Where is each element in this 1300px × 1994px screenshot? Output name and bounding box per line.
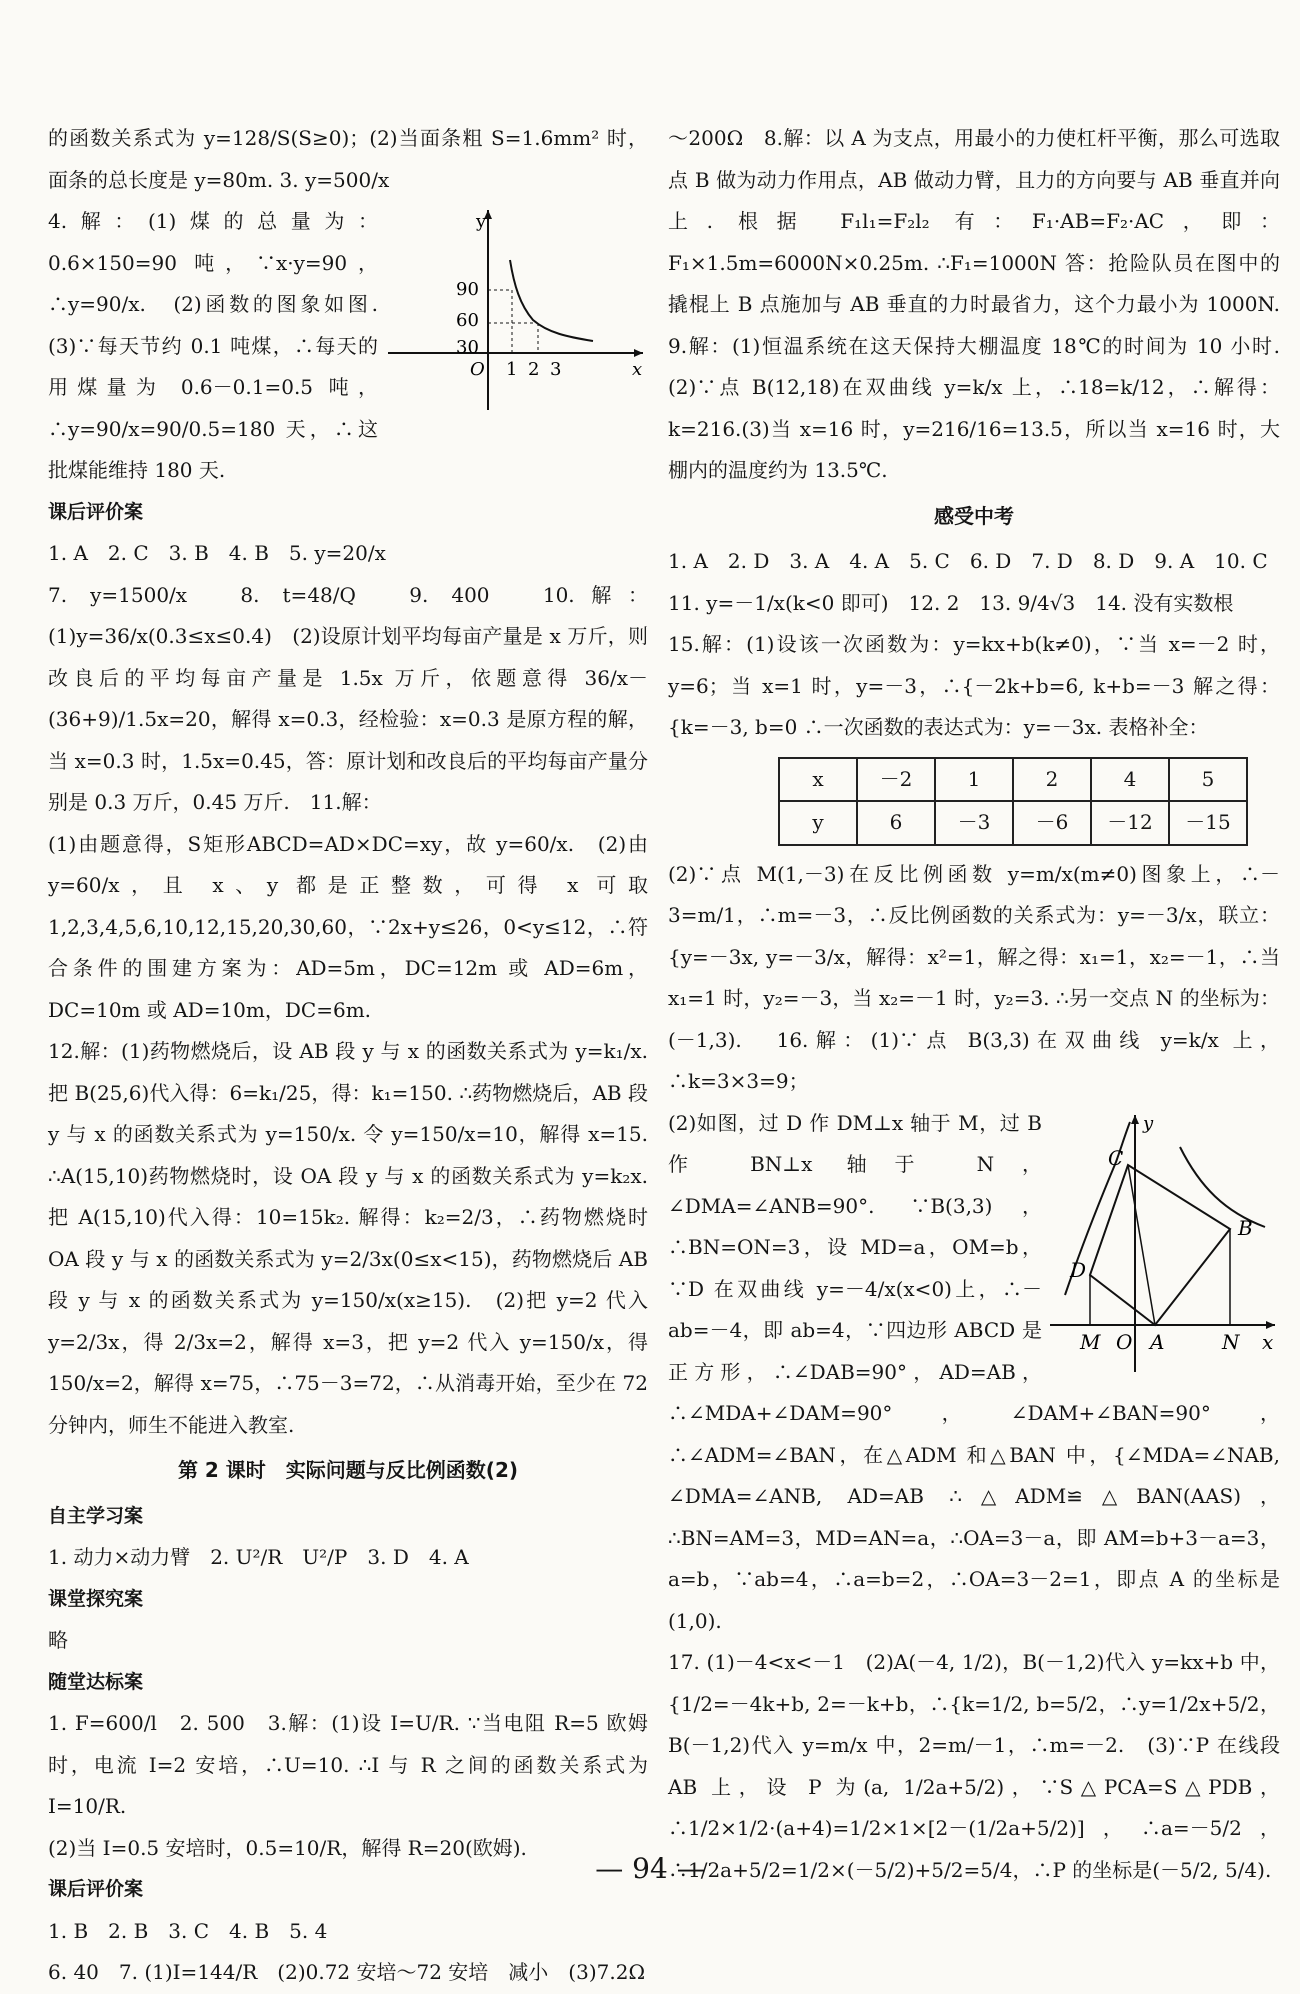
table-cell: －3: [935, 801, 1013, 845]
fig-label: C: [1108, 1145, 1124, 1170]
origin-label: O: [470, 359, 485, 380]
lesson-title: 第 2 课时 实际问题与反比例函数(2): [177, 1458, 519, 1482]
fig-label: D: [1070, 1257, 1087, 1282]
answer-text: 1. A 2. D 3. A 4. A 5. C 6. D 7. D 8. D 9. A 10. C: [668, 549, 1268, 573]
answer-text: 1. A 2. C 3. B 4. B 5. y=20/x: [48, 541, 386, 565]
answer-text: (2)∵点 M(1,－3)在反比例函数 y=m/x(m≠0)图象上，∴－3=m/1，∴m=－3，∴反比例函数的关系式为：y=－3/x，联立：{y=－3x, y=－3/x，解得：x²=1，解之得：x₁=1，x₂=－1，∴当 x₁=1 时，y₂=－3，当 x₂=－1 时，y₂=3. ∴另一交点 N 的坐标为：(－1,3). 16.解：(1)∵点 B(3,3)在双曲线 y=k/x 上，∴k=3×3=9；: [668, 861, 1280, 1093]
right-column: [668, 118, 1300, 1891]
answer-text: 12.解：(1)药物燃烧后，设 AB 段 y 与 x 的函数关系式为 y=k₁/x. 把 B(25,6)代入得：6=k₁/25，得：k₁=150. ∴药物燃烧后，AB 段 y 与 x 的函数关系式为 y=150/x. 令 y=150/x=10，解得 x=15. ∴A(15,10)药物燃烧时，设 OA 段 y 与 x 的函数关系式为 y=k₂x. 把 A(15,10)代入得：10=15k₂. 解得：k₂=2/3，∴药物燃烧时 OA 段 y 与 x 的函数关系式为 y=2/3x(0≤x<15)，药物燃烧后 AB 段 y 与 x 的函数关系式为 y=150/x(x≥15). (2)把 y=2 代入 y=2/3x，得 2/3x=2，解得 x=3，把 y=2 代入 y=150/x，得 150/x=2，解得 x=75，∴75－3=72，∴从消毒开始，至少在 72 分钟内，师生不能进入教室.: [48, 1039, 648, 1437]
x-tick: 2: [528, 359, 540, 380]
table-cell: 5: [1169, 758, 1247, 802]
table-cell: 6: [857, 801, 935, 845]
section-heading: 自主学习案: [48, 1504, 144, 1527]
y-tick: 90: [456, 279, 479, 300]
section-heading: 随堂达标案: [48, 1670, 144, 1693]
left-column: [48, 118, 648, 1994]
answer-text: 的函数关系式为 y=128/S(S≥0)；(2)当面条粗 S=1.6mm² 时，面条的总长度是 y=80m. 3. y=500/x: [48, 126, 648, 192]
answer-text: 6. 40 7. (1)I=144/R (2)0.72 安培～72 安培 减小 (3)7.2Ω: [48, 1960, 646, 1984]
table-row: [779, 758, 1247, 802]
x-tick: 3: [550, 359, 562, 380]
answer-text: 4.解：(1)煤的总量为：0.6×150=90 吨，∵x·y=90，∴y=90/x. (2)函数的图象如图. (3)∵每天节约 0.1 吨煤，∴每天的用煤量为 0.6－0.1=0.5 吨，∴y=90/x=90/0.5=180 天，∴这批煤能维持 180 天.: [48, 209, 398, 482]
answer-text: 1. F=600/l 2. 500 3.解：(1)设 I=U/R. ∵当电阻 R=5 欧姆时，电流 I=2 安培，∴U=10. ∴I 与 R 之间的函数关系式为 I=10/R.: [48, 1711, 648, 1818]
fig-label: O: [1116, 1329, 1133, 1354]
right-branch: [1180, 1147, 1265, 1227]
table-cell: －2: [857, 758, 935, 802]
x-axis-arrow: [634, 349, 643, 357]
answer-text: (1)由题意得，S矩形ABCD=AD×DC=xy，故 y=60/x. (2)由 y=60/x，且 x、y 都是正整数，可得 x 可取 1,2,3,4,5,6,10,12,15,20,30,60，∵2x+y≤26，0<y≤12，∴符合条件的围建方案为：AD=5m，DC=12m 或 AD=6m，DC=10m 或 AD=10m，DC=6m.: [48, 831, 648, 1022]
diagonal-ca: [1128, 1165, 1155, 1325]
table-cell: －15: [1169, 801, 1247, 845]
fig-label: N: [1222, 1329, 1240, 1354]
y-tick: 60: [456, 310, 479, 331]
table-cell: 1: [935, 758, 1013, 802]
square-hyperbola-figure: [1050, 1107, 1280, 1377]
section-heading: 课后评价案: [48, 1878, 144, 1900]
hyperbola-curve: [510, 260, 593, 341]
table-cell: 4: [1091, 758, 1169, 802]
x-axis-arrow: [1266, 1321, 1275, 1329]
answer-text: ～200Ω 8.解：以 A 为支点，用最小的力使杠杆平衡，那么可选取点 B 做为动力作用点，AB 做动力臂，且力的方向要与 AB 垂直并向上. 根据 F₁l₁=F₂l₂ 有：F₁·AB=F₂·AC，即：F₁×1.5m=6000N×0.25m. ∴F₁=1000N 答：抢险队员在图中的撬棍上 B 点施加与 AB 垂直的力时最省力，这个力最小为 1000N. 9.解：(1)恒温系统在这天保持大棚温度 18℃的时间为 10 小时.(2)∵点 B(12,18)在双曲线 y=k/x 上，∴18=k/12，∴解得：k=216.(3)当 x=16 时，y=216/16=13.5，所以当 x=16 时，大棚内的温度约为 13.5℃.: [668, 126, 1300, 482]
section-title: 感受中考: [934, 503, 1014, 528]
answer-text: 略: [48, 1628, 68, 1652]
value-table: [778, 757, 1248, 846]
section-heading: 课后评价案: [48, 500, 144, 523]
answer-text: 17. (1)－4<x<－1 (2)A(－4, 1/2)，B(－1,2)代入 y=kx+b 中，{1/2=－4k+b, 2=－k+b，∴{k=1/2, b=5/2，∴y=1/2x+5/2，B(－1,2)代入 y=m/x 中，2=m/－1，∴m=－2. (3)∵P 在线段 AB 上，设 P 为(a, 1/2a+5/2)，∵S△PCA=S△PDB，∴1/2×1/2·(a+4)=1/2×1×[2－(1/2a+5/2)]，∴a=－5/2，∴1/2a+5/2=1/2×(－5/2)+5/2=5/4，∴P 的坐标是(－5/2, 5/4).: [668, 1650, 1280, 1882]
x-tick: 1: [506, 359, 518, 380]
fig-label: B: [1238, 1215, 1253, 1240]
x-axis-label: x: [632, 359, 643, 380]
page-number: — 94 —: [595, 1852, 705, 1885]
answer-text: 15.解：(1)设该一次函数为：y=kx+b(k≠0)，∵当 x=－2 时，y=6；当 x=1 时，y=－3，∴{－2k+b=6, k+b=－3 解之得：{k=－3, b=0 ∴一次函数的表达式为：y=－3x. 表格补全：: [668, 632, 1280, 739]
table-cell: －12: [1091, 801, 1169, 845]
answer-text: 1. 动力×动力臂 2. U²/R U²/P 3. D 4. A: [48, 1545, 469, 1569]
table-cell: －6: [1013, 801, 1091, 845]
fig-label: x: [1262, 1329, 1274, 1354]
table-cell: 2: [1013, 758, 1091, 802]
fig-label: y: [1143, 1112, 1154, 1134]
fig-label: A: [1150, 1329, 1165, 1354]
answer-text: (2)当 I=0.5 安培时，0.5=10/R，解得 R=20(欧姆).: [48, 1835, 527, 1860]
answer-text: 11. y=－1/x(k<0 即可) 12. 2 13. 9/4√3 14. 没有实数根: [668, 590, 1234, 615]
table-cell: x: [779, 758, 857, 802]
table-cell: y: [779, 801, 857, 845]
table-row: [779, 801, 1247, 845]
section-heading: 课堂探究案: [48, 1587, 144, 1610]
y-axis-arrow: [1131, 1115, 1139, 1124]
y-axis-label: y: [476, 211, 487, 232]
y-tick: 30: [456, 337, 479, 358]
inverse-function-graph: [388, 205, 648, 415]
answer-text: 7. y=1500/x 8. t=48/Q 9. 400 10.解：(1)y=36/x(0.3≤x≤0.4) (2)设原计划平均每亩产量是 x 万斤，则改良后的平均每亩产量是 1.5x 万斤，依题意得 36/x－(36+9)/1.5x=20，解得 x=0.3，经检验：x=0.3 是原方程的解，当 x=0.3 时，1.5x=0.45，答：原计划和改良后的平均每亩产量分别是 0.3 万斤，0.45 万斤. 11.解：: [48, 582, 648, 814]
answer-text: 1. B 2. B 3. C 4. B 5. 4: [48, 1918, 328, 1943]
answer-text: (2)如图，过 D 作 DM⊥x 轴于 M，过 B 作 BN⊥x 轴于 N，∠DMA=∠ANB=90°. ∵B(3,3)，∴BN=ON=3，设 MD=a，OM=b，∵D 在双曲线 y=－4/x(x<0)上，∴－ab=－4，即 ab=4，∵四边形 ABCD 是正方形，∴∠DAB=90°，AD=AB，∴∠MDA+∠DAM=90°，∠DAM+∠BAN=90°，∴∠ADM=∠BAN，在△ADM 和△BAN 中，{∠MDA=∠NAB, ∠DMA=∠ANB, AD=AB ∴△ADM≌△BAN(AAS)，∴BN=AM=3，MD=AN=a，∴OA=3－a，即 AM=b+3－a=3，a=b，∵ab=4，∴a=b=2，∴OA=3－2=1，即点 A 的坐标是(1,0).: [668, 1110, 1280, 1633]
fig-label: M: [1080, 1329, 1101, 1354]
